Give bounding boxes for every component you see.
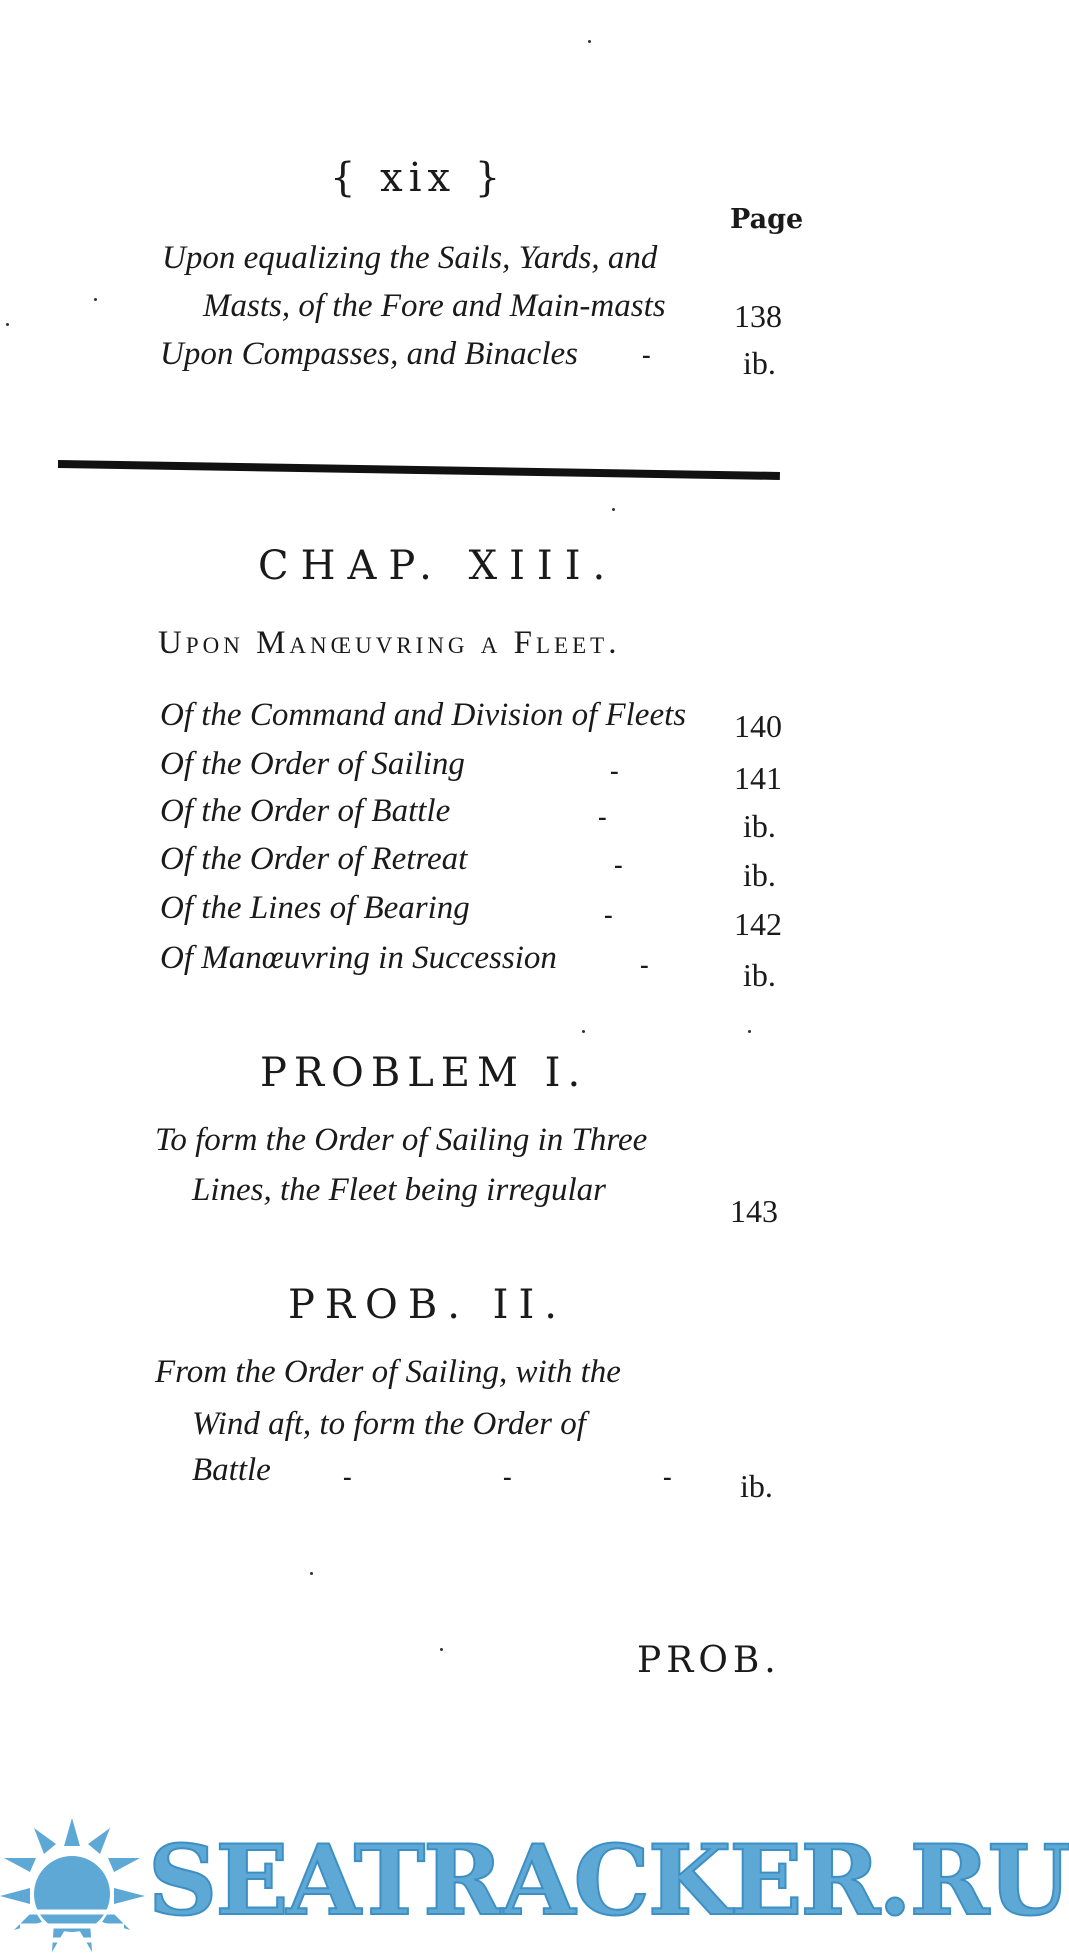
toc-page-number: 142 — [734, 906, 782, 942]
scan-speck — [6, 323, 9, 326]
toc-entry-line: Upon equalizing the Sails, Yards, and — [162, 240, 658, 276]
problem-text-line: Battle — [192, 1452, 271, 1488]
toc-entry-line: Of the Order of Battle — [160, 793, 451, 829]
problem-title: PROBLEM I. — [260, 1050, 588, 1096]
problem-text-line: Wind aft, to form the Order of — [192, 1406, 586, 1442]
toc-page-number: 138 — [734, 298, 782, 334]
toc-page-number: 143 — [730, 1193, 778, 1229]
toc-page-number: ib. — [743, 808, 776, 844]
scan-speck — [440, 1648, 443, 1651]
scan-speck — [582, 1030, 585, 1033]
page-number-header: { xix } — [330, 155, 507, 201]
chapter-subtitle: Upon Manœuvring a Fleet. — [158, 625, 621, 661]
problem-title: PROB. II. — [288, 1282, 567, 1328]
scan-speck — [310, 1572, 313, 1575]
toc-dash: - — [640, 950, 649, 979]
scan-speck — [748, 1030, 751, 1033]
toc-dash: - — [604, 900, 613, 929]
scan-speck — [612, 508, 615, 511]
watermark — [0, 1818, 1069, 1957]
toc-entry-line: Of Manœuvring in Succession — [160, 940, 557, 976]
toc-page-number: ib. — [743, 857, 776, 893]
toc-page-number: ib. — [743, 957, 776, 993]
toc-entry-line: Of the Order of Retreat — [160, 841, 468, 877]
problem-text-line: Lines, the Fleet being irregular — [192, 1172, 606, 1208]
problem-text-line: To form the Order of Sailing in Three — [155, 1122, 648, 1158]
toc-dash: - — [343, 1462, 352, 1491]
page-column-label: Page — [730, 204, 804, 235]
toc-dash: - — [503, 1462, 512, 1491]
scan-speck — [588, 40, 591, 43]
problem-text-line: From the Order of Sailing, with the — [155, 1354, 621, 1390]
section-divider-rule — [58, 460, 780, 480]
scan-speck — [94, 298, 97, 301]
toc-entry-line: Of the Lines of Bearing — [160, 890, 470, 926]
toc-dash: - — [642, 340, 651, 369]
toc-dash: - — [610, 756, 619, 785]
chapter-title: CHAP. XIII. — [258, 543, 618, 589]
catchword: PROB. — [637, 1640, 781, 1681]
toc-page-number: ib. — [743, 345, 776, 381]
toc-dash: - — [614, 850, 623, 879]
toc-entry-line: Of the Command and Division of Fleets — [160, 697, 687, 733]
toc-entry-line: Of the Order of Sailing — [160, 746, 465, 782]
toc-page-number: 141 — [734, 760, 782, 796]
toc-dash: - — [663, 1462, 672, 1491]
toc-entry-line: Upon Compasses, and Binacles — [160, 336, 578, 372]
toc-dash: - — [598, 802, 607, 831]
sun-icon — [0, 1818, 145, 1957]
watermark-text: SEATRACKER.RU — [148, 1824, 1069, 1937]
toc-page-number: 140 — [734, 708, 782, 744]
toc-page-number: ib. — [740, 1468, 773, 1504]
toc-entry-line: Masts, of the Fore and Main-masts — [203, 288, 666, 324]
